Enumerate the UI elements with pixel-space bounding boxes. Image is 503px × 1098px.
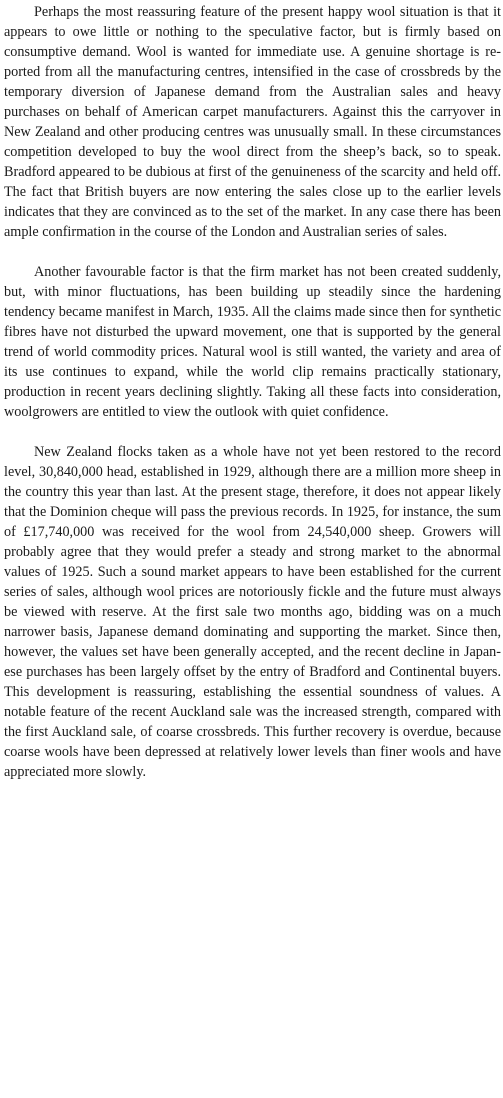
paragraph-new-zealand-flocks: New Zealand flocks taken as a whole have not yet been restored to the record level, 30,840,000 head, established in 1929, although there are a million more sheep in the country this year than last. At the present stage, therefore, it does not appear likely that the Dominion cheque will pass the previous records. In 1925, for instance, the sum of £17,740,000 was received for the wool from 24,540,000 sheep. Growers will probably agree that they would prefer a steady and strong market to the abnormal values of 1925. Such a sound market appears to have been established for the current series of sales, although wool prices are notoriously fickle and the future must always be viewed with reserve. At the first sale two months ago, bidding was on a much narrower basis, Japanese demand dominating and supporting the market. Since then, however, the values set have been generally accepted, and the recent decline in Japanese purchases has been largely offset by the entry of Bradford and Continental buyers. This development is reassuring, establishing the essential soundness of values. A notable feature of the recent Auckland sale was the increased strength, compared with the first Auckland sale, of coarse crossbreds. This further recovery is overdue, because coarse wools have been depressed at relatively lower levels than finer wools and have appreciated more slowly. [4, 444, 501, 780]
paragraph-favourable-factor: Another favourable factor is that the firm market has not been created suddenly, but, with minor fluctuations, has been building up steadily since the hardening tendency became manifest in March, 1935. All the claims made since then for synthetic fibres have not disturbed the upward movement, one that is supported by the general trend of world commodity prices. Natural wool is still wanted, the variety and area of its use continues to expand, while the world clip remains practically stationary, production in recent years declining slightly. Taking all these facts into consideration, woolgrowers are entitled to view the outlook with quiet confidence. [4, 264, 501, 420]
paragraph-consumptive-demand: Perhaps the most reassuring feature of the present happy wool situation is that it appears to owe little or nothing to the speculative factor, but is firmly based on consumptive demand. Wool is wanted for immediate use. A genuine shortage is reported from all the manufacturing centres, intensified in the case of crossbreds by the temporary diversion of Japanese demand from the Australian sales and heavy purchases on behalf of American carpet manufacturers. Against this the carryover in New Zealand and other producing centres was unusually small. In these circumstances competition developed to buy the wool direct from the sheep’s back, so to speak. Bradford appeared to be dubious at first of the genuineness of the scarcity and held off. The fact that British buyers are now entering the sales close up to the earlier levels indicates that they are convinced as to the set of the market. In any case there has been ample confirmation in the course of the London and Australian series of sales. [4, 4, 501, 240]
